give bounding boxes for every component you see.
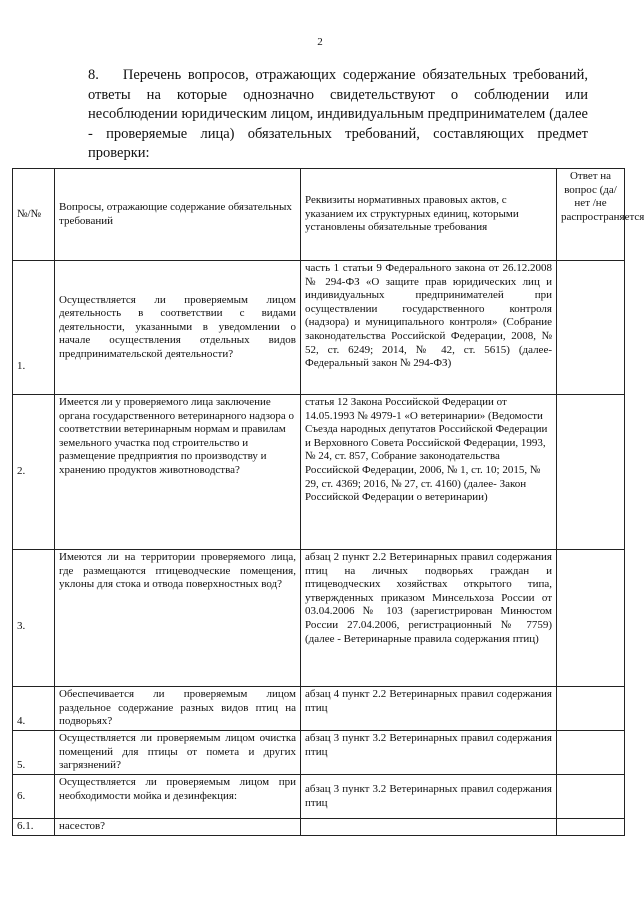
row-answer[interactable] <box>557 775 625 819</box>
row-answer[interactable] <box>557 395 625 550</box>
row-answer[interactable] <box>557 687 625 731</box>
page-number: 2 <box>317 36 323 48</box>
row-question: Обеспечивается ли проверяемым лицом раздельное содержание разных видов птиц на подворьях? <box>55 687 301 731</box>
header-answer: Ответ на вопрос (да/нет /не распространяется <box>557 169 625 261</box>
row-requisites: абзац 3 пункт 3.2 Ветеринарных правил содержания птиц <box>301 775 557 819</box>
row-requisites <box>301 819 557 836</box>
row-question: Осуществляется ли проверяемым лицом деятельность в соответствии с видами деятельности, указанными в уведомлении о начале осуществления отдельных видов предпринимательской деятельности? <box>55 261 301 395</box>
row-number: 5. <box>13 731 55 775</box>
intro-text: Перечень вопросов, отражающих содержание обязательных требований, ответы на которые однозначно свидетельствуют о соблюдении или несоблюдении юридическим лицом, индивидуальным предпринимателем (далее - проверяемые лица) обязательных требований, составляющих предмет проверки: <box>88 67 588 161</box>
row-answer[interactable] <box>557 819 625 836</box>
row-requisites: абзац 4 пункт 2.2 Ветеринарных правил содержания птиц <box>301 687 557 731</box>
row-requisites: статья 12 Закона Российской Федерации от 14.05.1993 № 4979-1 «О ветеринарии» (Ведомости Съезда народных депутатов Российской Федерации и Верховного Совета Российской Федерации, 1993, № 24, ст. 857, Собрание законодательства Российской Федерации, 2006, № 1, ст. 10; 2015, № 29, ст. 4369; 2016, № 27, ст. 4160) (далее- Закон Российской Федерации о ветеринарии) <box>301 395 557 550</box>
row-question: Осуществляется ли проверяемым лицом при необходимости мойка и дезинфекция: <box>55 775 301 819</box>
table-row <box>13 687 625 731</box>
row-requisites: абзац 3 пункт 3.2 Ветеринарных правил содержания птиц <box>301 731 557 775</box>
row-answer[interactable] <box>557 550 625 687</box>
row-question: Имеется ли у проверяемого лица заключение органа государственного ветеринарного надзора о соответствии ветеринарным нормам и правилам земельного участка под строительство и размещение предприятия по производству и хранению продуктов животноводства? <box>55 395 301 550</box>
row-number: 6.1. <box>13 819 55 836</box>
row-answer[interactable] <box>557 731 625 775</box>
row-number: 6. <box>13 775 55 819</box>
row-question: насестов? <box>55 819 301 836</box>
row-question: Имеются ли на территории проверяемого лица, где размещаются птицеводческие помещения, уклоны для стока и отвода поверхностных вод? <box>55 550 301 687</box>
table-row <box>13 775 625 819</box>
row-requisites: абзац 2 пункт 2.2 Ветеринарных правил содержания птиц на личных подворьях граждан и птицеводческих хозяйствах открытого типа, утвержденных приказом Минсельхоза России от 03.04.2006 № 103 (зарегистрирован Минюстом России 27.04.2006, регистрационный № 7759) (далее - Ветеринарные правила содержания птиц) <box>301 550 557 687</box>
table-row <box>13 550 625 687</box>
row-number: 1. <box>13 261 55 395</box>
intro-paragraph <box>88 66 588 164</box>
row-number: 2. <box>13 395 55 550</box>
table-row <box>13 819 625 836</box>
table-row <box>13 395 625 550</box>
intro-number: 8. <box>88 67 99 83</box>
table-row <box>13 261 625 395</box>
header-num: №/№ <box>13 169 55 261</box>
row-number: 3. <box>13 550 55 687</box>
requirements-table <box>12 168 644 836</box>
row-requisites: часть 1 статьи 9 Федерального закона от 26.12.2008 № 294-ФЗ «О защите прав юридических лиц и индивидуальных предпринимателей при осуществлении государственного контроля (надзора) и муниципального контроля» (Собрание законодательства Российской Федерации, 2008, № 52, ст. 6249; 2014, № 42, ст. 5615) (далее- Федеральный закон № 294-ФЗ) <box>301 261 557 395</box>
header-requisites: Реквизиты нормативных правовых актов, с указанием их структурных единиц, которыми установлены обязательные требования <box>301 169 557 261</box>
table-row <box>13 731 625 775</box>
row-answer[interactable] <box>557 261 625 395</box>
row-question: Осуществляется ли проверяемым лицом очистка помещений для птицы от помета и других загрязнений? <box>55 731 301 775</box>
header-question: Вопросы, отражающие содержание обязательных требований <box>55 169 301 261</box>
table-header-row <box>13 169 625 261</box>
row-number: 4. <box>13 687 55 731</box>
